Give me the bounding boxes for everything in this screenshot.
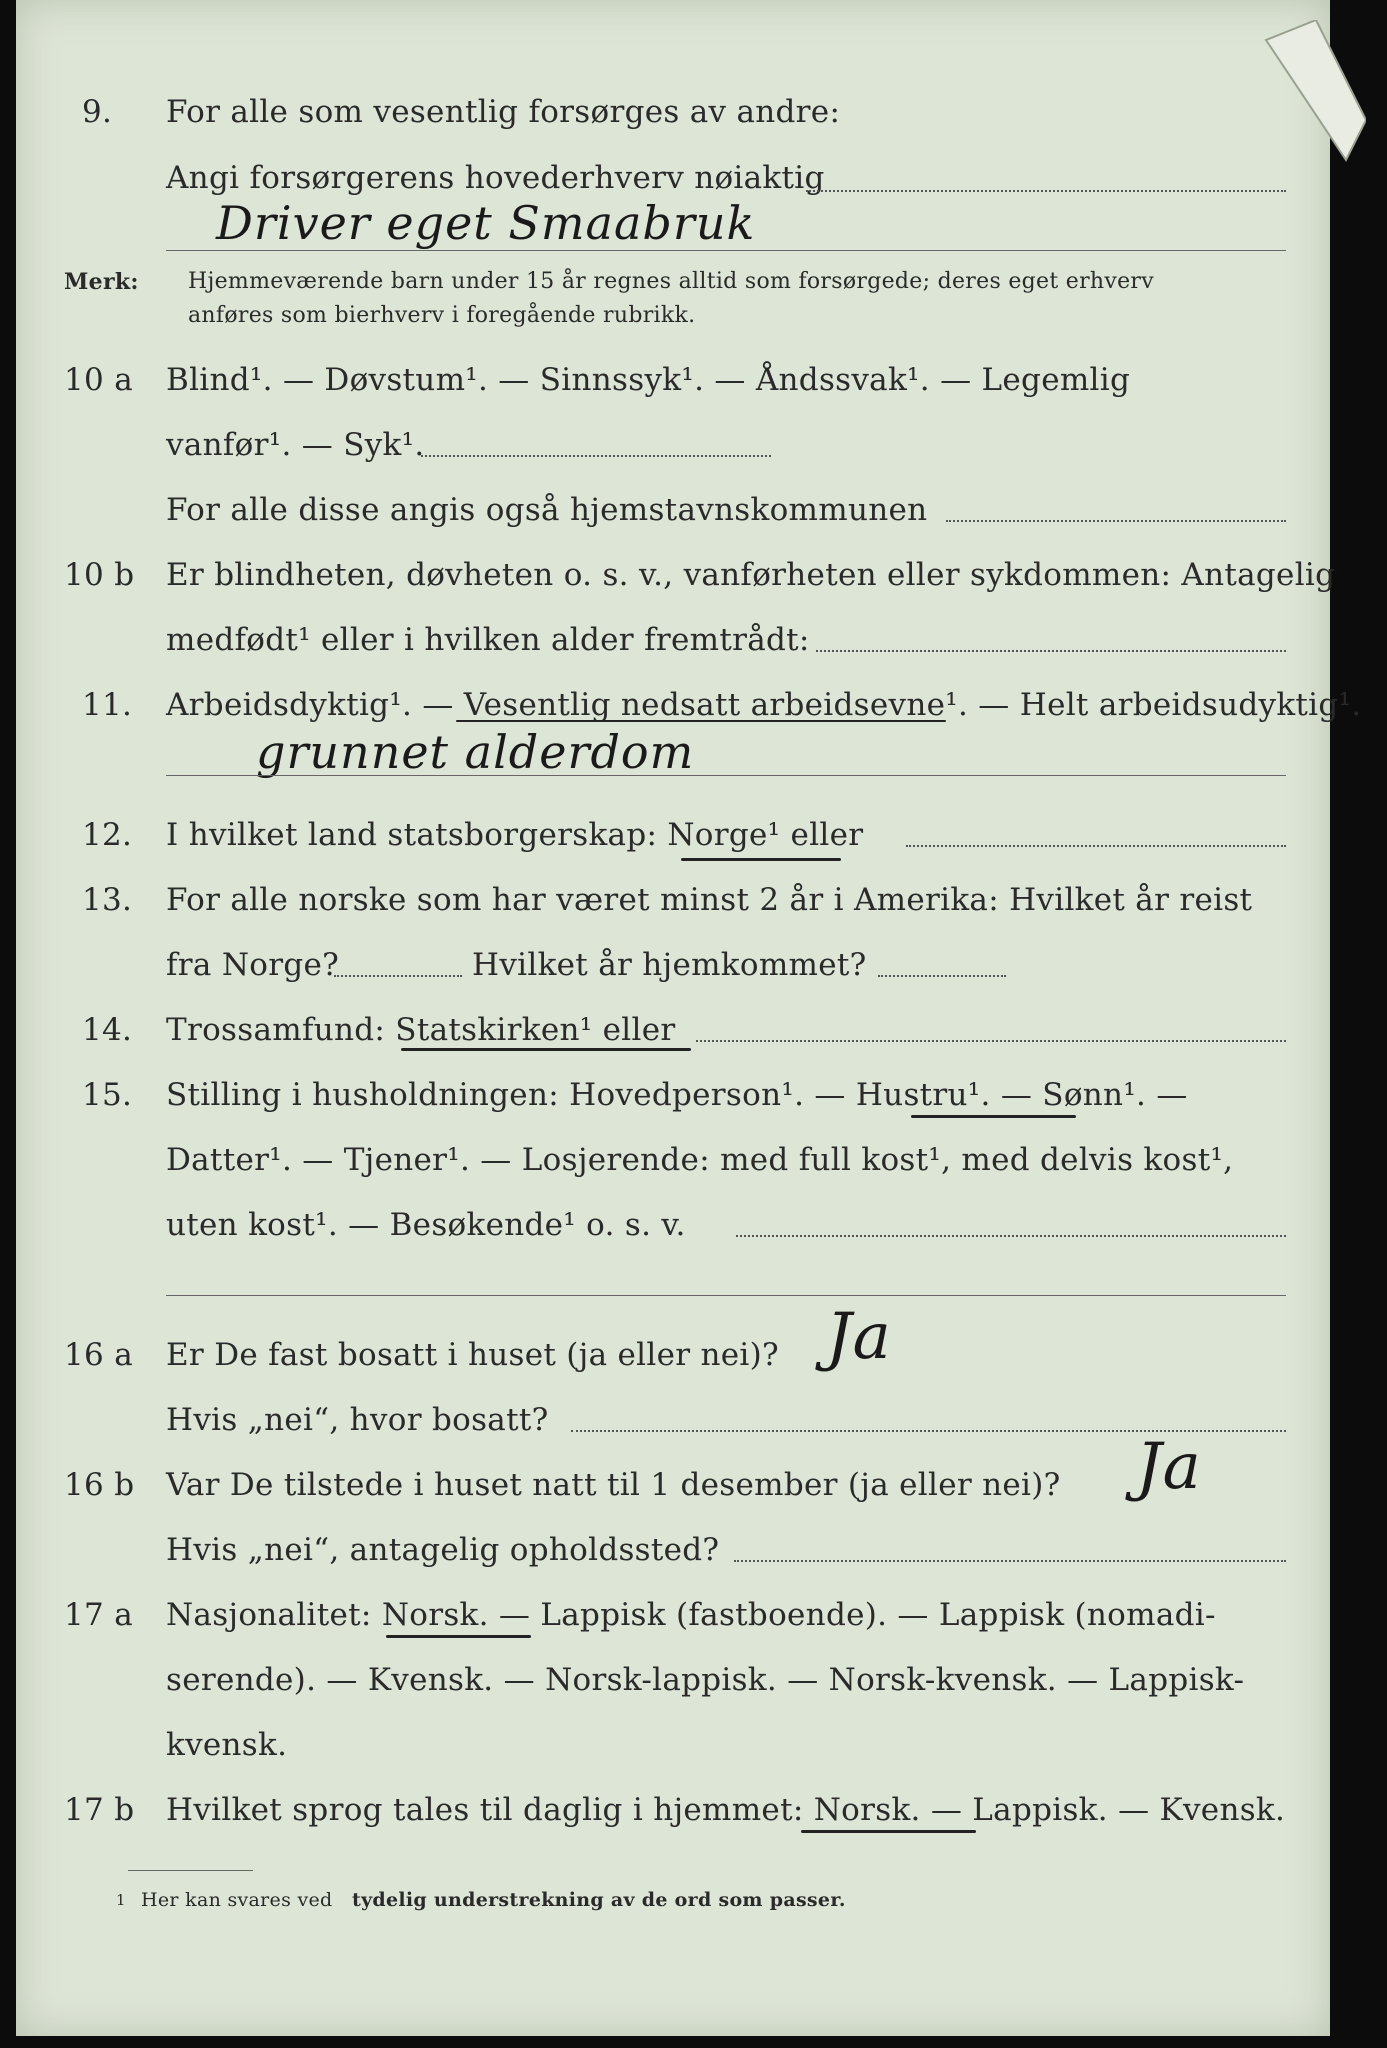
q11-handwritten-answer[interactable]: grunnet alderdom [256, 725, 695, 779]
q17b-underline [801, 1830, 976, 1833]
q12-underline [681, 858, 841, 861]
q9-answer-line [166, 250, 1286, 251]
footnote-marker: 1 [116, 1891, 126, 1909]
q13-dotted-line-1 [334, 975, 462, 977]
q10a-number: 10 a [64, 362, 133, 398]
q16b-number: 16 b [64, 1467, 135, 1503]
q11-number: 11. [82, 687, 133, 723]
q15-answer-line [166, 1295, 1286, 1296]
q17a-number: 17 a [64, 1597, 133, 1633]
q14-number: 14. [82, 1012, 133, 1048]
q13-dotted-line-2 [878, 975, 1006, 977]
merk-text-2: anføres som bierhverv i foregående rubrikk. [188, 303, 696, 328]
q16b-text-1: Var De tilstede i huset natt til 1 desember (ja eller nei)? [166, 1467, 1061, 1503]
merk-text-1: Hjemmeværende barn under 15 år regnes alltid som forsørgede; deres eget erhverv [188, 269, 1154, 294]
q12-text-1: I hvilket land statsborgerskap: Norge¹ eller [166, 817, 864, 853]
q15-underline [911, 1115, 1076, 1118]
q12-dotted-line [906, 845, 1286, 847]
q14-dotted-line [696, 1040, 1286, 1042]
q17a-text-3: kvensk. [166, 1727, 288, 1763]
q17a-underline [386, 1635, 531, 1638]
q16b-handwritten-answer[interactable]: Ja [1136, 1430, 1202, 1504]
q17b-text-1: Hvilket sprog tales til daglig i hjemmet: Norsk. — Lappisk. — Kvensk. [166, 1792, 1286, 1828]
q13-text-2b: Hvilket år hjemkommet? [472, 947, 867, 983]
footnote-text-a: Her kan svares ved [141, 1889, 333, 1911]
footnote-rule [128, 1870, 253, 1871]
q17b-number: 17 b [64, 1792, 135, 1828]
q10b-text-1: Er blindheten, døvheten o. s. v., vanførheten eller sykdommen: Antagelig [166, 557, 1336, 593]
q17a-text-2: serende). — Kvensk. — Norsk-lappisk. — Norsk-kvensk. — Lappisk- [166, 1662, 1245, 1698]
merk-label: Merk: [64, 269, 139, 295]
q15-text-3: uten kost¹. — Besøkende¹ o. s. v. [166, 1207, 686, 1243]
q9-handwritten-answer[interactable]: Driver eget Smaabruk [216, 196, 756, 250]
folded-corner [1256, 20, 1366, 170]
q13-text-2a: fra Norge? [166, 947, 340, 983]
form-page [16, 0, 1362, 2036]
q16a-number: 16 a [64, 1337, 133, 1373]
q9-text-2: Angi forsørgerens hovederhverv nøiaktig [166, 160, 825, 196]
q12-number: 12. [82, 817, 133, 853]
q9-dotted-line [806, 190, 1286, 192]
q11-text-1: Arbeidsdyktig¹. — Vesentlig nedsatt arbeidsevne¹. — Helt arbeidsudyktig¹. [166, 687, 1362, 723]
q17a-text-1: Nasjonalitet: Norsk. — Lappisk (fastboende). — Lappisk (nomadi- [166, 1597, 1216, 1633]
q10b-dotted-line [816, 650, 1286, 652]
q9-number: 9. [82, 94, 113, 130]
q16b-dotted-line [734, 1560, 1286, 1562]
q15-dotted-line [736, 1235, 1286, 1237]
q13-number: 13. [82, 882, 133, 918]
q15-number: 15. [82, 1077, 133, 1113]
q16a-text-2: Hvis „nei“, hvor bosatt? [166, 1402, 549, 1438]
q10b-text-2: medfødt¹ eller i hvilken alder fremtrådt: [166, 622, 810, 658]
q13-text-1: For alle norske som har været minst 2 år i Amerika: Hvilket år reist [166, 882, 1253, 918]
footnote-text-b: tydelig understrekning av de ord som passer. [352, 1889, 846, 1911]
q15-text-2: Datter¹. — Tjener¹. — Losjerende: med full kost¹, med delvis kost¹, [166, 1142, 1234, 1178]
q15-text-1: Stilling i husholdningen: Hovedperson¹. — Hustru¹. — Sønn¹. — [166, 1077, 1188, 1113]
q16a-handwritten-answer[interactable]: Ja [826, 1300, 892, 1374]
q9-text-1: For alle som vesentlig forsørges av andre: [166, 94, 841, 130]
q11-answer-line [166, 775, 1286, 776]
q16b-text-2: Hvis „nei“, antagelig opholdssted? [166, 1532, 720, 1568]
q16a-text-1: Er De fast bosatt i huset (ja eller nei)? [166, 1337, 779, 1373]
q14-text-1: Trossamfund: Statskirken¹ eller [166, 1012, 676, 1048]
q10a-text-1: Blind¹. — Døvstum¹. — Sinnssyk¹. — Åndssvak¹. — Legemlig [166, 362, 1131, 398]
q10a-text-2: vanfør¹. — Syk¹. [166, 427, 425, 463]
q10a-dotted-line-2 [946, 520, 1286, 522]
q11-underline [456, 720, 946, 722]
q14-underline [401, 1048, 691, 1051]
q10a-text-3: For alle disse angis også hjemstavnskommunen [166, 492, 928, 528]
q10a-dotted-line-1 [421, 455, 771, 457]
q10b-number: 10 b [64, 557, 135, 593]
